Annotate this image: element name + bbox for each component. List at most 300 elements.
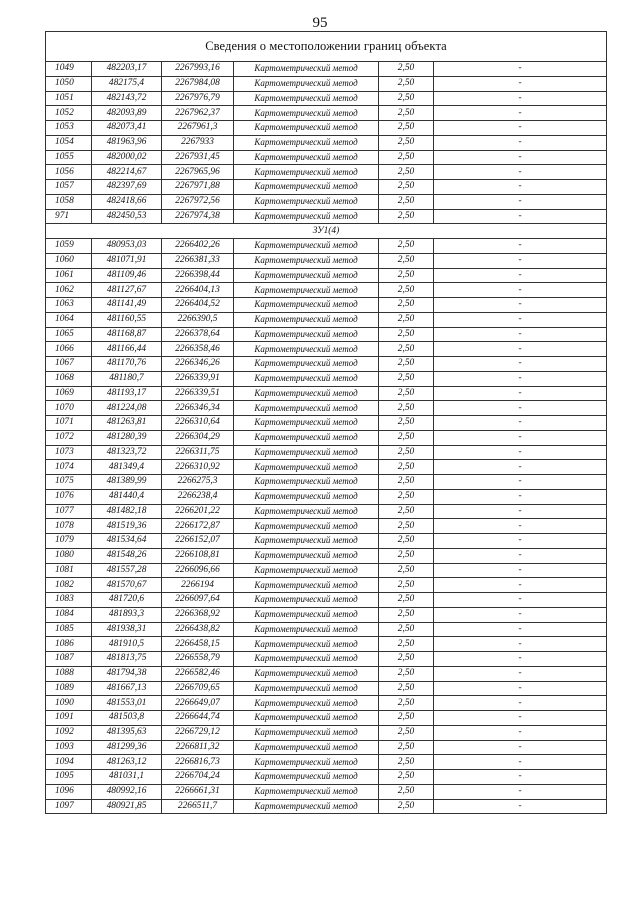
coord-y-cell: 2266381,33	[162, 253, 234, 268]
accuracy-cell: 2,50	[379, 504, 434, 519]
page-number: 95	[312, 15, 328, 31]
method-cell: Картометрический метод	[234, 548, 379, 563]
table-row	[46, 563, 607, 578]
accuracy-cell: 2,50	[379, 784, 434, 799]
point-number-cell: 1085	[46, 622, 92, 637]
point-number-cell: 1078	[46, 519, 92, 534]
point-number-cell: 1079	[46, 534, 92, 549]
coord-x-cell: 480921,85	[92, 799, 162, 814]
table-row	[46, 268, 607, 283]
coord-y-cell: 2266339,51	[162, 386, 234, 401]
coord-x-cell: 481193,17	[92, 386, 162, 401]
accuracy-cell: 2,50	[379, 593, 434, 608]
coord-y-cell: 2267993,16	[162, 62, 234, 77]
coord-y-cell: 2267971,88	[162, 180, 234, 195]
table-row	[46, 298, 607, 313]
table-row	[46, 696, 607, 711]
coord-y-cell: 2266275,3	[162, 475, 234, 490]
accuracy-cell: 2,50	[379, 62, 434, 77]
coord-x-cell: 482175,4	[92, 76, 162, 91]
point-number-cell: 1084	[46, 607, 92, 622]
table-row	[46, 652, 607, 667]
table-row	[46, 519, 607, 534]
coord-y-cell: 2266238,4	[162, 489, 234, 504]
coord-y-cell: 2266458,15	[162, 637, 234, 652]
description-cell: -	[434, 504, 607, 519]
coord-y-cell: 2266310,64	[162, 416, 234, 431]
accuracy-cell: 2,50	[379, 283, 434, 298]
coord-y-cell: 2266649,07	[162, 696, 234, 711]
coord-x-cell: 481349,4	[92, 460, 162, 475]
coord-x-cell: 481127,67	[92, 283, 162, 298]
coord-y-cell: 2266194	[162, 578, 234, 593]
coord-x-cell: 481910,5	[92, 637, 162, 652]
description-cell: -	[434, 401, 607, 416]
table-row	[46, 534, 607, 549]
table-row	[46, 180, 607, 195]
accuracy-cell: 2,50	[379, 239, 434, 254]
accuracy-cell: 2,50	[379, 711, 434, 726]
method-cell: Картометрический метод	[234, 489, 379, 504]
method-cell: Картометрический метод	[234, 504, 379, 519]
method-cell: Картометрический метод	[234, 312, 379, 327]
coord-y-cell: 2266390,5	[162, 312, 234, 327]
method-cell: Картометрический метод	[234, 740, 379, 755]
coord-x-cell: 481893,3	[92, 607, 162, 622]
coord-x-cell: 482214,67	[92, 165, 162, 180]
method-cell: Картометрический метод	[234, 342, 379, 357]
accuracy-cell: 2,50	[379, 681, 434, 696]
table-row	[46, 607, 607, 622]
coord-x-cell: 481168,87	[92, 327, 162, 342]
method-cell: Картометрический метод	[234, 150, 379, 165]
table-row	[46, 430, 607, 445]
method-cell: Картометрический метод	[234, 239, 379, 254]
description-cell: -	[434, 548, 607, 563]
table-row	[46, 666, 607, 681]
coord-x-cell: 481141,49	[92, 298, 162, 313]
coord-x-cell: 481395,63	[92, 725, 162, 740]
table-row	[46, 135, 607, 150]
point-number-cell: 1067	[46, 357, 92, 372]
description-cell: -	[434, 755, 607, 770]
table-title-row	[46, 32, 607, 62]
method-cell: Картометрический метод	[234, 445, 379, 460]
coord-x-cell: 480992,16	[92, 784, 162, 799]
method-cell: Картометрический метод	[234, 607, 379, 622]
description-cell: -	[434, 696, 607, 711]
coord-x-cell: 481503,8	[92, 711, 162, 726]
coord-x-cell: 481109,46	[92, 268, 162, 283]
coord-y-cell: 2266404,13	[162, 283, 234, 298]
method-cell: Картометрический метод	[234, 681, 379, 696]
accuracy-cell: 2,50	[379, 135, 434, 150]
point-number-cell: 1096	[46, 784, 92, 799]
table-row	[46, 76, 607, 91]
coord-y-cell: 2266644,74	[162, 711, 234, 726]
description-cell: -	[434, 666, 607, 681]
table-row	[46, 371, 607, 386]
coord-x-cell: 481160,55	[92, 312, 162, 327]
coord-y-cell: 2267974,38	[162, 209, 234, 224]
coord-x-cell: 481263,81	[92, 416, 162, 431]
coord-x-cell: 480953,03	[92, 239, 162, 254]
method-cell: Картометрический метод	[234, 755, 379, 770]
coord-x-cell: 481534,64	[92, 534, 162, 549]
method-cell: Картометрический метод	[234, 401, 379, 416]
method-cell: Картометрический метод	[234, 578, 379, 593]
method-cell: Картометрический метод	[234, 76, 379, 91]
point-number-cell: 1050	[46, 76, 92, 91]
coord-y-cell: 2267931,45	[162, 150, 234, 165]
description-cell: -	[434, 371, 607, 386]
accuracy-cell: 2,50	[379, 740, 434, 755]
table-row	[46, 106, 607, 121]
point-number-cell: 1097	[46, 799, 92, 814]
coord-y-cell: 2266172,87	[162, 519, 234, 534]
table-title: Сведения о местоположении границ объекта	[46, 32, 607, 62]
accuracy-cell: 2,50	[379, 563, 434, 578]
point-number-cell: 1051	[46, 91, 92, 106]
table-row	[46, 283, 607, 298]
method-cell: Картометрический метод	[234, 725, 379, 740]
point-number-cell: 1053	[46, 121, 92, 136]
accuracy-cell: 2,50	[379, 106, 434, 121]
method-cell: Картометрический метод	[234, 386, 379, 401]
point-number-cell: 1087	[46, 652, 92, 667]
method-cell: Картометрический метод	[234, 666, 379, 681]
description-cell: -	[434, 607, 607, 622]
coord-x-cell: 481519,36	[92, 519, 162, 534]
method-cell: Картометрический метод	[234, 209, 379, 224]
coord-y-cell: 2266339,91	[162, 371, 234, 386]
coord-y-cell: 2267972,56	[162, 194, 234, 209]
point-number-cell: 1068	[46, 371, 92, 386]
point-number-cell: 1057	[46, 180, 92, 195]
coord-x-cell: 482143,72	[92, 91, 162, 106]
accuracy-cell: 2,50	[379, 371, 434, 386]
accuracy-cell: 2,50	[379, 445, 434, 460]
accuracy-cell: 2,50	[379, 578, 434, 593]
coord-x-cell: 481963,96	[92, 135, 162, 150]
accuracy-cell: 2,50	[379, 519, 434, 534]
point-number-cell: 1073	[46, 445, 92, 460]
description-cell: -	[434, 416, 607, 431]
table-row	[46, 194, 607, 209]
method-cell: Картометрический метод	[234, 460, 379, 475]
description-cell: -	[434, 283, 607, 298]
method-cell: Картометрический метод	[234, 357, 379, 372]
description-cell: -	[434, 534, 607, 549]
description-cell: -	[434, 784, 607, 799]
coord-y-cell: 2266402,26	[162, 239, 234, 254]
coord-y-cell: 2266816,73	[162, 755, 234, 770]
point-number-cell: 1081	[46, 563, 92, 578]
coord-y-cell: 2266310,92	[162, 460, 234, 475]
description-cell: -	[434, 489, 607, 504]
accuracy-cell: 2,50	[379, 607, 434, 622]
method-cell: Картометрический метод	[234, 593, 379, 608]
point-number-cell: 1094	[46, 755, 92, 770]
point-number-cell: 1065	[46, 327, 92, 342]
method-cell: Картометрический метод	[234, 180, 379, 195]
table-row	[46, 770, 607, 785]
table-row	[46, 799, 607, 814]
coord-y-cell: 2266558,79	[162, 652, 234, 667]
coord-x-cell: 481071,91	[92, 253, 162, 268]
coord-y-cell: 2266811,32	[162, 740, 234, 755]
description-cell: -	[434, 62, 607, 77]
description-cell: -	[434, 357, 607, 372]
description-cell: -	[434, 799, 607, 814]
point-number-cell: 1070	[46, 401, 92, 416]
method-cell: Картометрический метод	[234, 121, 379, 136]
method-cell: Картометрический метод	[234, 416, 379, 431]
accuracy-cell: 2,50	[379, 194, 434, 209]
coord-y-cell: 2266378,64	[162, 327, 234, 342]
method-cell: Картометрический метод	[234, 711, 379, 726]
accuracy-cell: 2,50	[379, 755, 434, 770]
table-row	[46, 327, 607, 342]
coord-y-cell: 2266108,81	[162, 548, 234, 563]
table-row	[46, 755, 607, 770]
table-row	[46, 401, 607, 416]
point-number-cell: 971	[46, 209, 92, 224]
accuracy-cell: 2,50	[379, 209, 434, 224]
description-cell: -	[434, 725, 607, 740]
coord-x-cell: 481667,13	[92, 681, 162, 696]
point-number-cell: 1090	[46, 696, 92, 711]
table-body	[46, 32, 607, 814]
description-cell: -	[434, 430, 607, 445]
coord-x-cell: 482450,53	[92, 209, 162, 224]
table-row	[46, 784, 607, 799]
coord-y-cell: 2267933	[162, 135, 234, 150]
point-number-cell: 1074	[46, 460, 92, 475]
method-cell: Картометрический метод	[234, 430, 379, 445]
description-cell: -	[434, 475, 607, 490]
accuracy-cell: 2,50	[379, 770, 434, 785]
point-number-cell: 1062	[46, 283, 92, 298]
section-label: ЗУ1(4)	[46, 224, 607, 239]
description-cell: -	[434, 268, 607, 283]
coord-x-cell: 481263,12	[92, 755, 162, 770]
description-cell: -	[434, 563, 607, 578]
method-cell: Картометрический метод	[234, 62, 379, 77]
table-row	[46, 460, 607, 475]
accuracy-cell: 2,50	[379, 91, 434, 106]
description-cell: -	[434, 519, 607, 534]
method-cell: Картометрический метод	[234, 106, 379, 121]
coord-x-cell: 482418,66	[92, 194, 162, 209]
coord-x-cell: 481813,75	[92, 652, 162, 667]
method-cell: Картометрический метод	[234, 371, 379, 386]
method-cell: Картометрический метод	[234, 652, 379, 667]
accuracy-cell: 2,50	[379, 386, 434, 401]
point-number-cell: 1060	[46, 253, 92, 268]
table-row	[46, 209, 607, 224]
description-cell: -	[434, 209, 607, 224]
accuracy-cell: 2,50	[379, 401, 434, 416]
table-row	[46, 312, 607, 327]
coord-x-cell: 482203,17	[92, 62, 162, 77]
description-cell: -	[434, 135, 607, 150]
boundary-coordinates-table	[45, 31, 607, 814]
table-row	[46, 62, 607, 77]
coord-x-cell: 481553,01	[92, 696, 162, 711]
accuracy-cell: 2,50	[379, 696, 434, 711]
point-number-cell: 1095	[46, 770, 92, 785]
description-cell: -	[434, 652, 607, 667]
coord-x-cell: 481548,26	[92, 548, 162, 563]
coord-x-cell: 482093,89	[92, 106, 162, 121]
method-cell: Картометрический метод	[234, 165, 379, 180]
point-number-cell: 1054	[46, 135, 92, 150]
coord-x-cell: 481938,31	[92, 622, 162, 637]
section-header-row	[46, 224, 607, 239]
table-row	[46, 725, 607, 740]
point-number-cell: 1064	[46, 312, 92, 327]
description-cell: -	[434, 239, 607, 254]
method-cell: Картометрический метод	[234, 519, 379, 534]
description-cell: -	[434, 770, 607, 785]
coord-y-cell: 2266346,26	[162, 357, 234, 372]
description-cell: -	[434, 312, 607, 327]
coord-x-cell: 482000,02	[92, 150, 162, 165]
method-cell: Картометрический метод	[234, 327, 379, 342]
coord-y-cell: 2266368,92	[162, 607, 234, 622]
description-cell: -	[434, 76, 607, 91]
description-cell: -	[434, 460, 607, 475]
point-number-cell: 1069	[46, 386, 92, 401]
accuracy-cell: 2,50	[379, 652, 434, 667]
point-number-cell: 1063	[46, 298, 92, 313]
point-number-cell: 1066	[46, 342, 92, 357]
accuracy-cell: 2,50	[379, 342, 434, 357]
accuracy-cell: 2,50	[379, 622, 434, 637]
coord-x-cell: 481224,08	[92, 401, 162, 416]
accuracy-cell: 2,50	[379, 298, 434, 313]
method-cell: Картометрический метод	[234, 298, 379, 313]
method-cell: Картометрический метод	[234, 135, 379, 150]
description-cell: -	[434, 298, 607, 313]
accuracy-cell: 2,50	[379, 666, 434, 681]
description-cell: -	[434, 593, 607, 608]
description-cell: -	[434, 91, 607, 106]
table-row	[46, 445, 607, 460]
table-row	[46, 578, 607, 593]
accuracy-cell: 2,50	[379, 460, 434, 475]
table-row	[46, 253, 607, 268]
coord-y-cell: 2266311,75	[162, 445, 234, 460]
coord-y-cell: 2266404,52	[162, 298, 234, 313]
table-row	[46, 357, 607, 372]
method-cell: Картометрический метод	[234, 799, 379, 814]
table-row	[46, 91, 607, 106]
coord-y-cell: 2266438,82	[162, 622, 234, 637]
point-number-cell: 1086	[46, 637, 92, 652]
coord-x-cell: 481570,67	[92, 578, 162, 593]
description-cell: -	[434, 253, 607, 268]
accuracy-cell: 2,50	[379, 165, 434, 180]
accuracy-cell: 2,50	[379, 121, 434, 136]
coord-y-cell: 2266704,24	[162, 770, 234, 785]
coord-y-cell: 2266096,66	[162, 563, 234, 578]
table-row	[46, 150, 607, 165]
point-number-cell: 1049	[46, 62, 92, 77]
coord-x-cell: 482073,41	[92, 121, 162, 136]
description-cell: -	[434, 342, 607, 357]
accuracy-cell: 2,50	[379, 725, 434, 740]
method-cell: Картометрический метод	[234, 91, 379, 106]
coord-y-cell: 2266304,29	[162, 430, 234, 445]
coord-x-cell: 481166,44	[92, 342, 162, 357]
accuracy-cell: 2,50	[379, 799, 434, 814]
coord-y-cell: 2266152,07	[162, 534, 234, 549]
description-cell: -	[434, 165, 607, 180]
description-cell: -	[434, 106, 607, 121]
coord-x-cell: 481389,99	[92, 475, 162, 490]
coord-x-cell: 481557,28	[92, 563, 162, 578]
description-cell: -	[434, 445, 607, 460]
point-number-cell: 1058	[46, 194, 92, 209]
coord-x-cell: 481323,72	[92, 445, 162, 460]
coord-y-cell: 2266661,31	[162, 784, 234, 799]
table-row	[46, 504, 607, 519]
description-cell: -	[434, 150, 607, 165]
point-number-cell: 1071	[46, 416, 92, 431]
description-cell: -	[434, 637, 607, 652]
point-number-cell: 1055	[46, 150, 92, 165]
coord-y-cell: 2266398,44	[162, 268, 234, 283]
accuracy-cell: 2,50	[379, 416, 434, 431]
point-number-cell: 1052	[46, 106, 92, 121]
method-cell: Картометрический метод	[234, 534, 379, 549]
table-row	[46, 711, 607, 726]
method-cell: Картометрический метод	[234, 784, 379, 799]
method-cell: Картометрический метод	[234, 253, 379, 268]
description-cell: -	[434, 327, 607, 342]
description-cell: -	[434, 681, 607, 696]
coord-x-cell: 481440,4	[92, 489, 162, 504]
coord-x-cell: 481299,36	[92, 740, 162, 755]
point-number-cell: 1061	[46, 268, 92, 283]
coord-x-cell: 481031,1	[92, 770, 162, 785]
table-row	[46, 475, 607, 490]
method-cell: Картометрический метод	[234, 283, 379, 298]
table-row	[46, 416, 607, 431]
coord-y-cell: 2266346,34	[162, 401, 234, 416]
coord-x-cell: 482397,69	[92, 180, 162, 195]
accuracy-cell: 2,50	[379, 268, 434, 283]
table-row	[46, 386, 607, 401]
point-number-cell: 1075	[46, 475, 92, 490]
method-cell: Картометрический метод	[234, 622, 379, 637]
description-cell: -	[434, 194, 607, 209]
accuracy-cell: 2,50	[379, 489, 434, 504]
accuracy-cell: 2,50	[379, 534, 434, 549]
table-row	[46, 681, 607, 696]
coord-y-cell: 2267965,96	[162, 165, 234, 180]
coord-x-cell: 481794,38	[92, 666, 162, 681]
point-number-cell: 1076	[46, 489, 92, 504]
accuracy-cell: 2,50	[379, 475, 434, 490]
point-number-cell: 1056	[46, 165, 92, 180]
point-number-cell: 1082	[46, 578, 92, 593]
method-cell: Картометрический метод	[234, 770, 379, 785]
coord-x-cell: 481482,18	[92, 504, 162, 519]
coord-y-cell: 2266097,64	[162, 593, 234, 608]
